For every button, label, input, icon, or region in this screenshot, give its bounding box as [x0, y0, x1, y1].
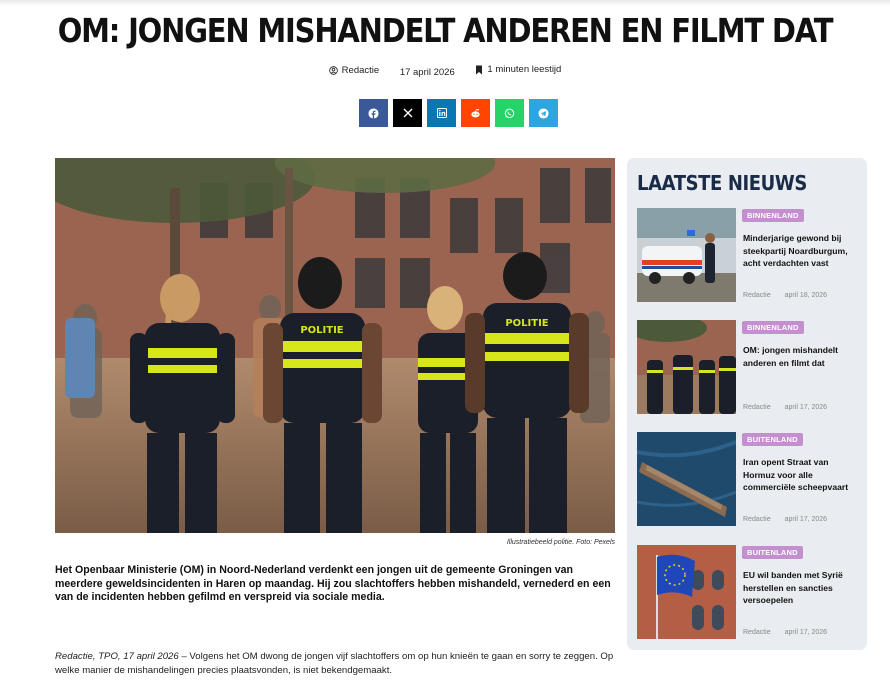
news-date: april 17, 2026 [784, 404, 828, 411]
x-icon [403, 108, 413, 118]
news-meta [743, 516, 827, 523]
bookmark-icon [475, 65, 483, 75]
news-title[interactable]: Iran opent Straat van Hormuz voor alle commerciële scheepvaart [743, 457, 849, 492]
news-date: april 17, 2026 [784, 629, 828, 636]
read-time [475, 64, 561, 75]
share-x-button[interactable] [393, 99, 422, 127]
news-author: Redactie [743, 629, 771, 636]
article-body [55, 650, 620, 678]
news-author: Redactie [743, 516, 771, 523]
user-icon [329, 66, 338, 75]
linkedin-icon [437, 108, 447, 118]
share-buttons [359, 99, 558, 127]
category-badge[interactable]: BINNENLAND [742, 321, 804, 334]
news-thumbnail[interactable] [637, 432, 736, 526]
article-title: OM: JONGEN MISHANDELT ANDEREN EN FILMT DAT [57, 12, 833, 51]
news-item[interactable] [637, 320, 859, 414]
category-badge[interactable]: BUITENLAND [742, 546, 803, 559]
news-date: april 18, 2026 [784, 292, 828, 299]
share-linkedin-button[interactable] [427, 99, 456, 127]
news-date: april 17, 2026 [784, 516, 828, 523]
news-author: Redactie [743, 404, 771, 411]
news-thumbnail[interactable] [637, 320, 736, 414]
article-dateline: Redactie, TPO, 17 april 2026 [55, 651, 179, 662]
share-facebook-button[interactable] [359, 99, 388, 127]
article-meta [0, 64, 890, 78]
facebook-icon [368, 108, 379, 119]
publish-date: 17 april 2026 [399, 66, 455, 78]
read-time-label: 1 minuten leestijd [487, 64, 562, 75]
category-badge[interactable]: BUITENLAND [742, 433, 803, 446]
svg-text:POLITIE: POLITIE [300, 325, 344, 336]
news-thumbnail[interactable] [637, 545, 736, 639]
share-reddit-button[interactable] [461, 99, 490, 127]
news-meta [743, 292, 827, 299]
image-caption: Illustratiebeeld politie. Foto: Pexels [506, 539, 615, 546]
sidebar-heading: LAATSTE NIEUWS [637, 172, 807, 196]
reddit-icon [470, 108, 481, 119]
news-item[interactable] [637, 432, 859, 526]
svg-text:POLITIE: POLITIE [505, 318, 549, 329]
news-author: Redactie [743, 292, 771, 299]
share-whatsapp-button[interactable] [495, 99, 524, 127]
news-item[interactable] [637, 545, 859, 639]
top-bar [0, 0, 890, 6]
news-title[interactable]: Minderjarige gewond bij steekpartij Noardburgum, acht verdachten vast [743, 233, 848, 268]
news-meta [743, 629, 827, 636]
news-title[interactable]: EU wil banden met Syrië herstellen en sancties versoepelen [743, 570, 843, 605]
category-badge[interactable]: BINNENLAND [742, 209, 804, 222]
news-thumbnail[interactable] [637, 208, 736, 302]
author-name: Redactie [341, 64, 380, 76]
share-telegram-button[interactable] [529, 99, 558, 127]
news-item[interactable] [637, 208, 859, 302]
article-lead: Het Openbaar Ministerie (OM) in Noord-Nederland verdenkt een jongen uit de gemeente Groningen van meerdere geweldsincidenten in Haren op maandag. Hij zou slachtoffers hebben mishandeld, vernederd en een van de incidenten hebben gefilmd en verspreid via sociale media. [55, 564, 611, 603]
author-link[interactable] [329, 65, 380, 76]
news-meta [743, 404, 827, 411]
whatsapp-icon [504, 108, 515, 119]
latest-news-sidebar [627, 158, 867, 650]
telegram-icon [538, 108, 549, 119]
news-title[interactable]: OM: jongen mishandelt anderen en filmt dat [743, 345, 839, 368]
article-body-text: – Volgens het OM dwong de jongen vijf slachtoffers om op hun knieën te gaan en sorry te zeggen. Op welke manier de mishandelingen precies plaatsvonden, is niet bekendgemaakt. [55, 651, 614, 676]
article-hero-image [55, 158, 615, 533]
